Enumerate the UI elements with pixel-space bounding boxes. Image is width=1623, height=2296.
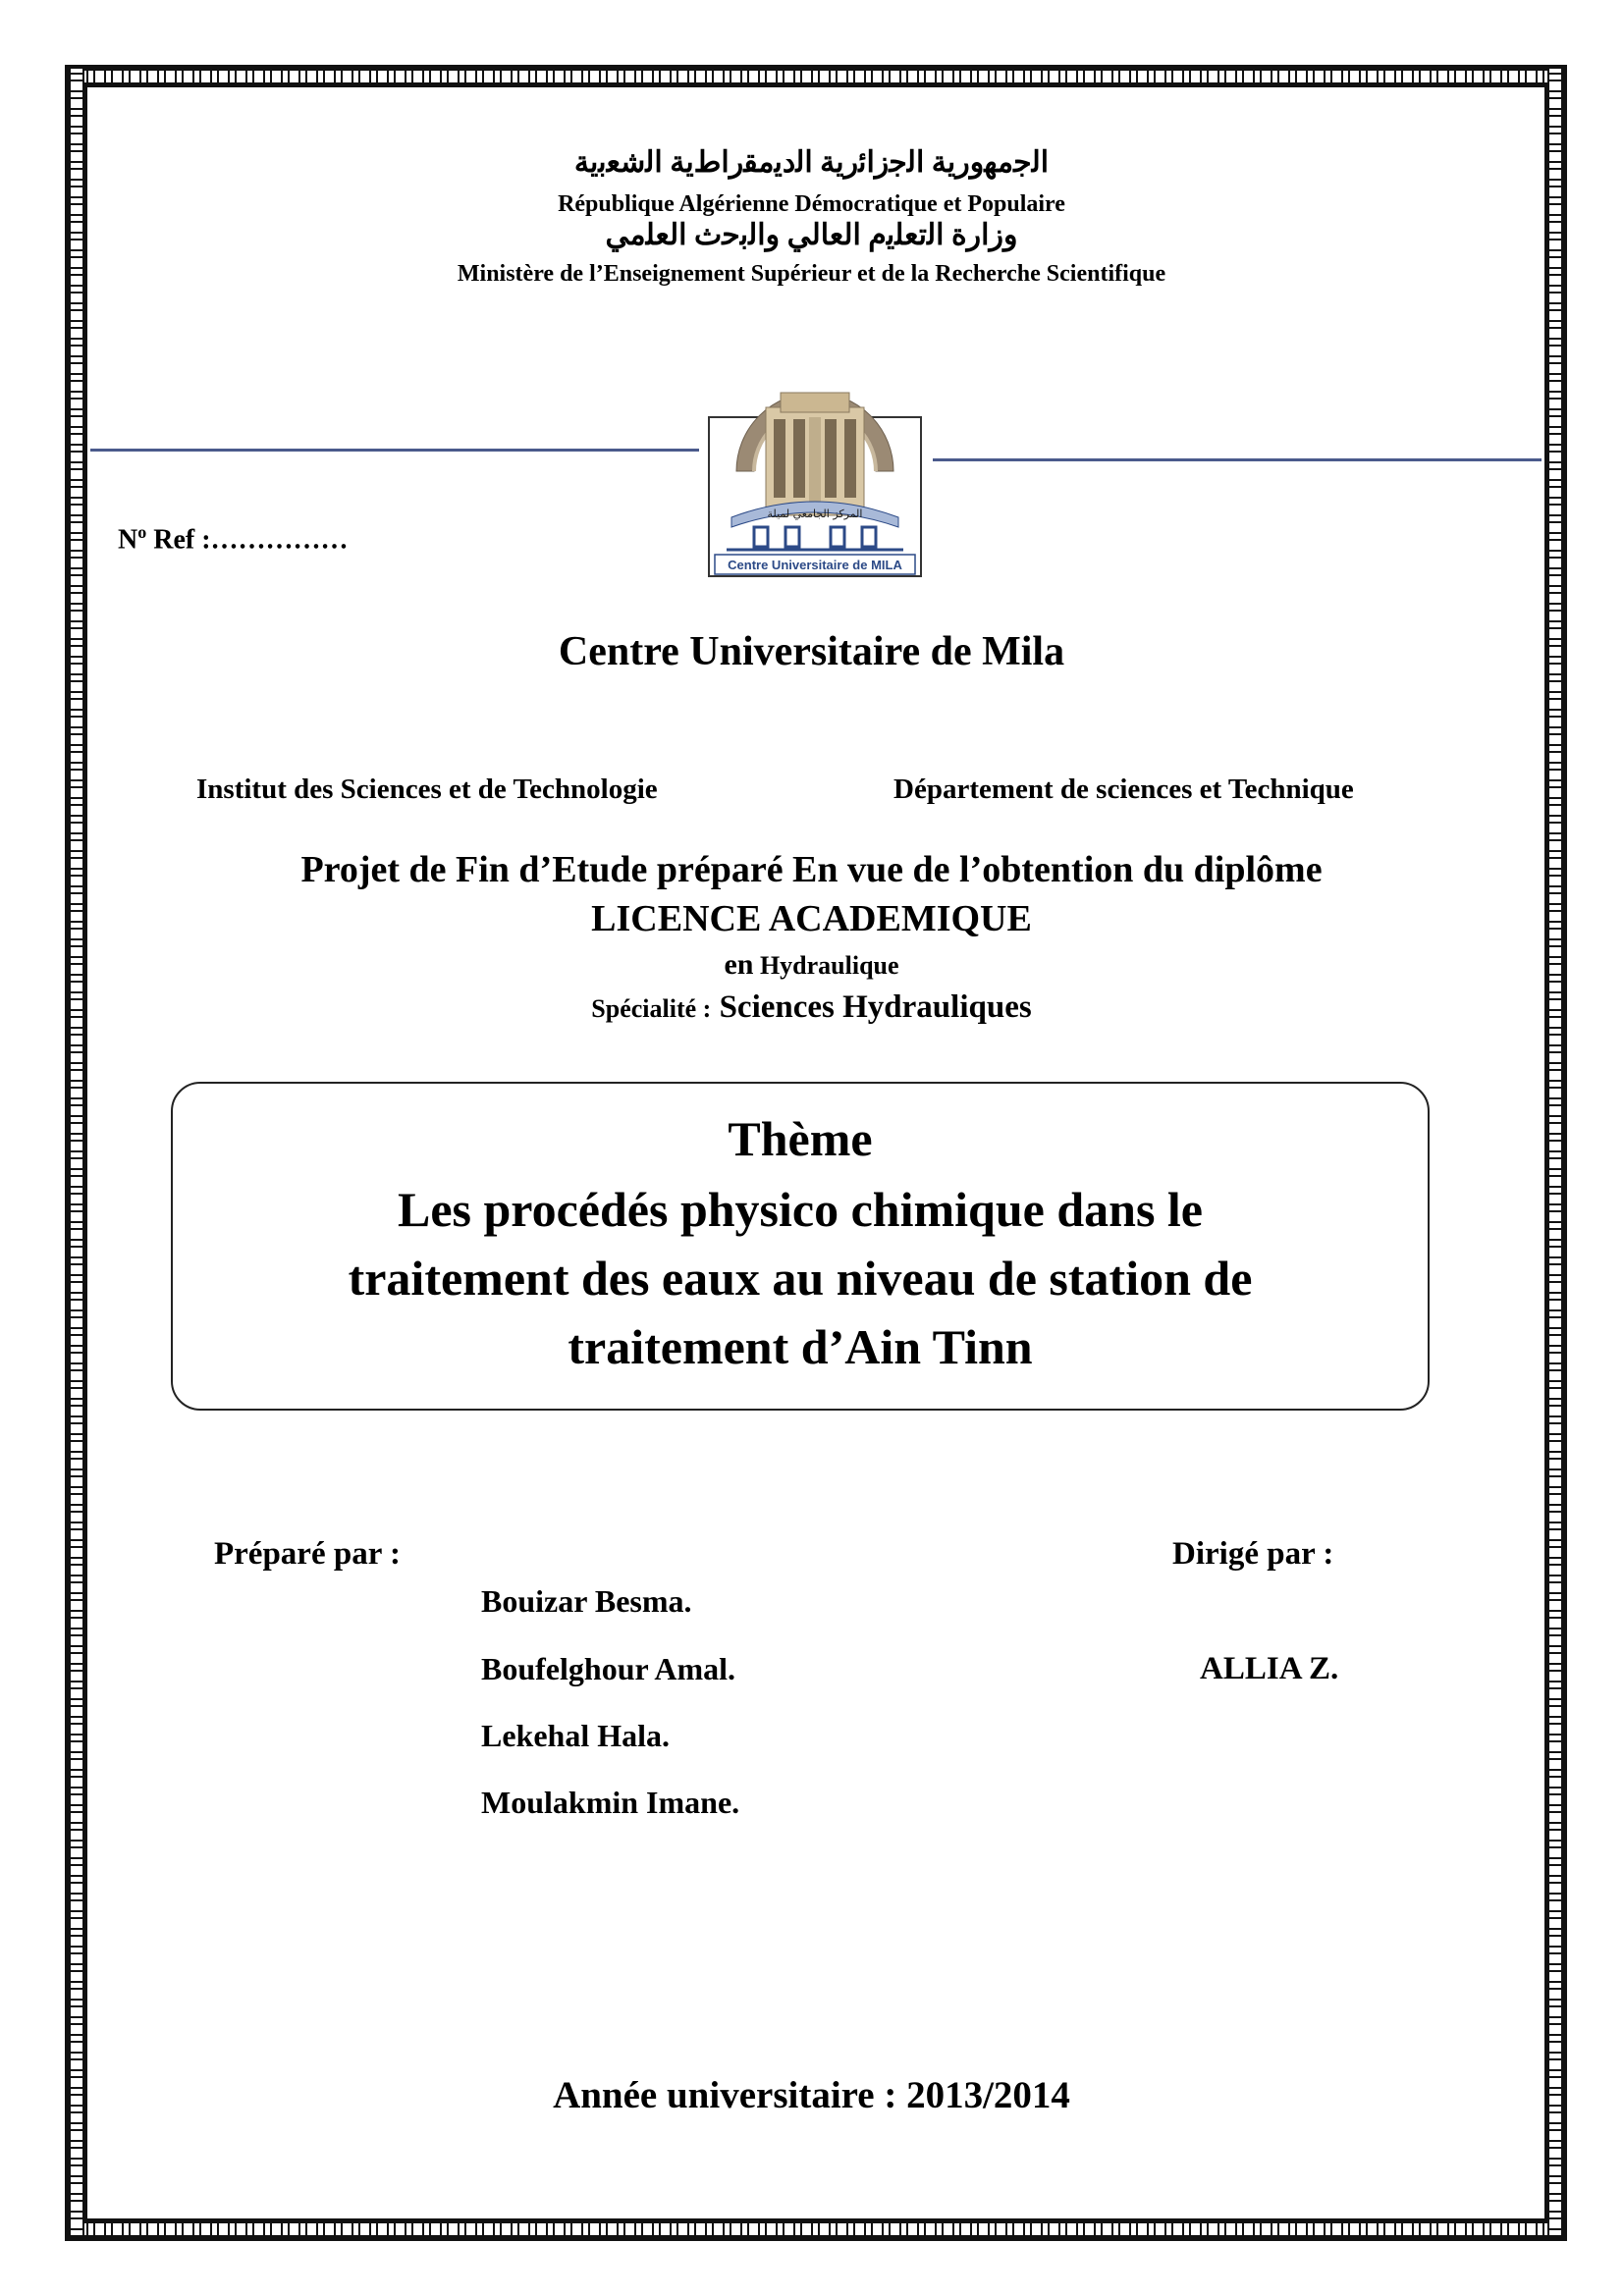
academic-year: Année universitaire : 2013/2014 xyxy=(553,2074,1070,2116)
logo-caption: Centre Universitaire de MILA xyxy=(728,558,902,572)
project-line: Projet de Fin d’Etude préparé En vue de l’obtention du diplôme xyxy=(300,849,1323,890)
degree-title: LICENCE ACADEMIQUE xyxy=(591,898,1032,939)
author-1: Bouizar Besma. xyxy=(481,1583,692,1619)
republic-title: République Algérienne Démocratique et Populaire xyxy=(558,191,1065,217)
author-3: Lekehal Hala. xyxy=(481,1718,671,1753)
theme-box xyxy=(171,1082,1430,1411)
header-rule-right xyxy=(933,458,1542,461)
university-name: Centre Universitaire de Mila xyxy=(558,629,1065,674)
arabic-republic: ﺍﻟﺟﻣﻬﻭﺭﻳﺔ ﺍﻟﺟﺯﺍﺋﺭﻳﺔ ﺍﻟﺩﻳﻣﻘﺭﺍﻁﻳﺔ ﺍﻟﺷﻌﺑﻳﺔ xyxy=(573,146,1050,179)
author-2: Boufelghour Amal. xyxy=(481,1651,735,1686)
department-name: Département de sciences et Technique xyxy=(893,774,1354,805)
arabic-ministry: ﻭﺯﺍﺭﺓ ﺍﻟﺗﻌﻠﻳﻡ ﺍﻟﻌﺎﻟﻲ ﻭﺍﻟﺑﺣﺙ ﺍﻟﻌﻠﻣﻲ xyxy=(605,219,1018,251)
logo-arabic-caption: المركز الجامعي لميلة xyxy=(767,507,863,520)
author-4: Moulakmin Imane. xyxy=(481,1785,740,1820)
prepared-label: Préparé par : xyxy=(214,1536,401,1572)
theme-label: Thème xyxy=(728,1111,873,1166)
theme-line-2: traitement des eaux au niveau de station de xyxy=(348,1251,1253,1306)
header-rule-left xyxy=(90,449,699,452)
theme-line-1: Les procédés physico chimique dans le xyxy=(398,1182,1203,1237)
ministry-title: Ministère de l’Enseignement Supérieur et de la Recherche Scientifique xyxy=(457,261,1166,287)
theme-line-3: traitement d’Ain Tinn xyxy=(568,1319,1033,1374)
supervisor-name: ALLIA Z. xyxy=(1200,1651,1339,1686)
institute-name: Institut des Sciences et de Technologie xyxy=(196,774,658,805)
field-line: en Hydraulique xyxy=(724,948,899,981)
university-logo xyxy=(707,348,923,579)
directed-label: Dirigé par : xyxy=(1172,1536,1334,1572)
ref-number: $N^o$ Ref :…………… xyxy=(118,522,349,556)
specialty-line: Spécialité : Sciences Hydrauliques xyxy=(591,989,1032,1025)
